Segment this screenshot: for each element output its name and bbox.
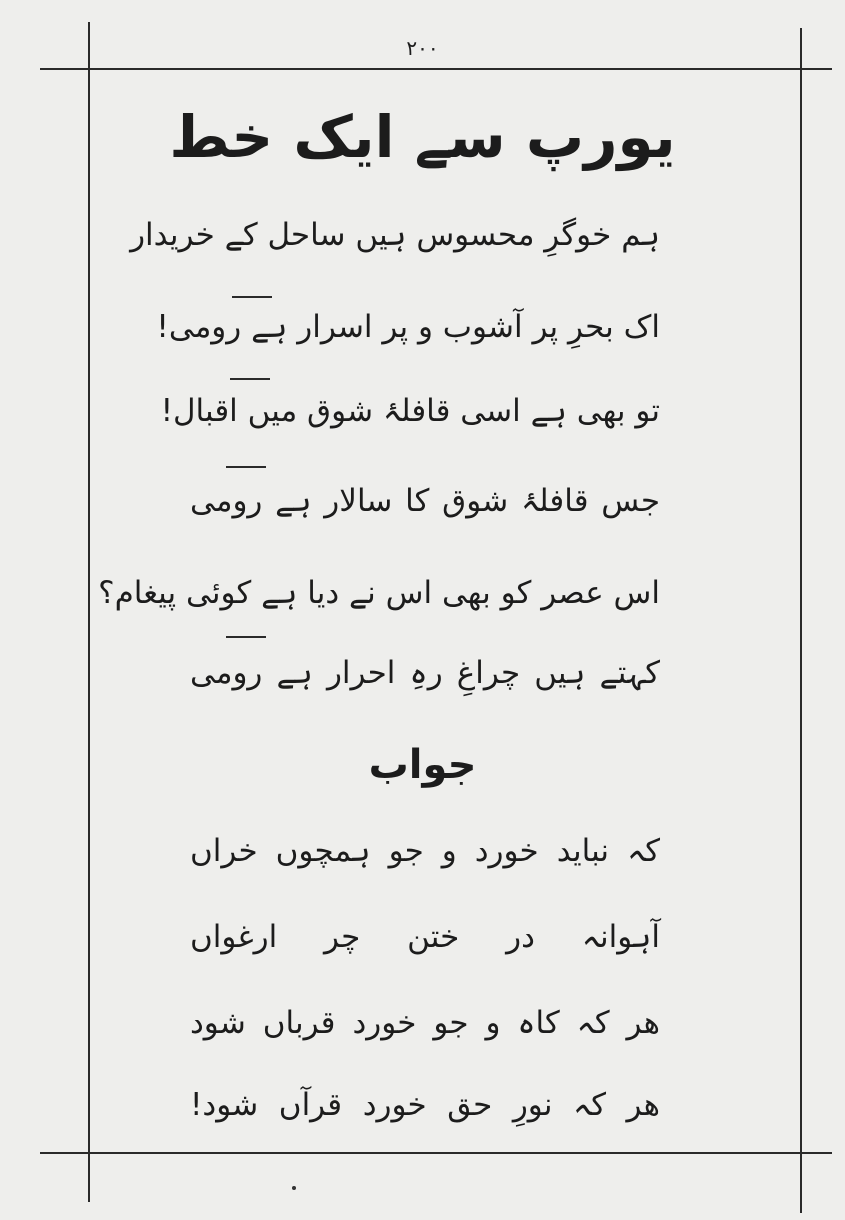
left-rule bbox=[88, 22, 90, 1202]
answer-heading: جواب bbox=[368, 742, 477, 788]
poem-line-3: تو بھی ہے اسی قافلۂ شوق میں اقبال! bbox=[160, 393, 660, 429]
answer-line-4: ھر کہ نورِ حق خورد قرآں شود! bbox=[190, 1087, 660, 1123]
poem-line-1: ہم خوگرِ محسوس ہیں ساحل کے خریدار bbox=[130, 217, 660, 253]
page-dot bbox=[292, 1186, 296, 1190]
answer-line-2: آہوانہ در ختن چر ارغواں bbox=[190, 919, 660, 955]
top-rule bbox=[40, 68, 832, 70]
overline-mark bbox=[232, 296, 272, 298]
poem-line-2: اک بحرِ پر آشوب و پر اسرار ہے رومی! bbox=[156, 309, 660, 345]
overline-mark bbox=[226, 636, 266, 638]
poem-line-4: جس قافلۂ شوق کا سالار ہے رومی bbox=[190, 483, 660, 519]
answer-line-1: کہ نباید خورد و جو ہمچوں خراں bbox=[190, 833, 660, 869]
answer-line-3: ھر کہ کاہ و جو خورد قرباں شود bbox=[190, 1005, 660, 1041]
right-rule bbox=[800, 28, 802, 1213]
overline-mark bbox=[226, 466, 266, 468]
poem-line-5: اس عصر کو بھی اس نے دیا ہے کوئی پیغام؟ bbox=[98, 575, 660, 611]
bottom-rule bbox=[40, 1152, 832, 1154]
poem-line-6: کہتے ہیں چراغِ رہِ احرار ہے رومی bbox=[190, 655, 660, 691]
page-title: یورپ سے ایک خط bbox=[169, 103, 676, 171]
overline-mark bbox=[230, 378, 270, 380]
page-number: ۲۰۰ bbox=[406, 36, 439, 60]
